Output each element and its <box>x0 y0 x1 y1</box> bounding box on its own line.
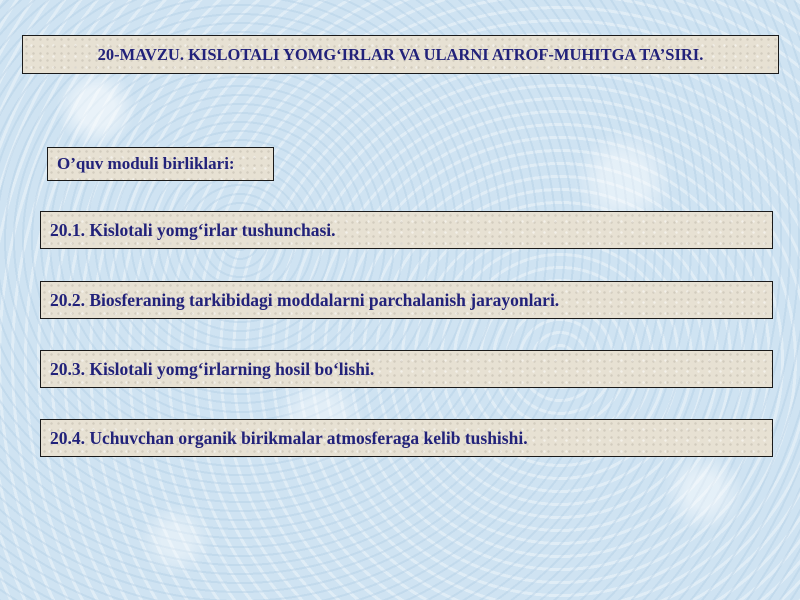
topic-title-text: 20-MAVZU. KISLOTALI YOMG‘IRLAR VA ULARNI ATROF-MUHITGA TA’SIRI. <box>97 44 704 64</box>
modules-heading-text: O’quv moduli birliklari: <box>57 154 235 173</box>
module-item-3 <box>40 350 773 388</box>
topic-title <box>22 35 779 74</box>
module-item-2 <box>40 281 773 319</box>
module-item-text: 20.3. Kislotali yomg‘irlarning hosil bo‘lishi. <box>50 358 375 379</box>
module-item-text: 20.1. Kislotali yomg‘irlar tushunchasi. <box>50 219 336 240</box>
module-item-text: 20.4. Uchuvchan organik birikmalar atmosferaga kelib tushishi. <box>50 427 528 448</box>
module-item-4 <box>40 419 773 457</box>
module-item-text: 20.2. Biosferaning tarkibidagi moddalarni parchalanish jarayonlari. <box>50 289 560 310</box>
module-item-1 <box>40 211 773 249</box>
modules-heading <box>47 147 274 181</box>
